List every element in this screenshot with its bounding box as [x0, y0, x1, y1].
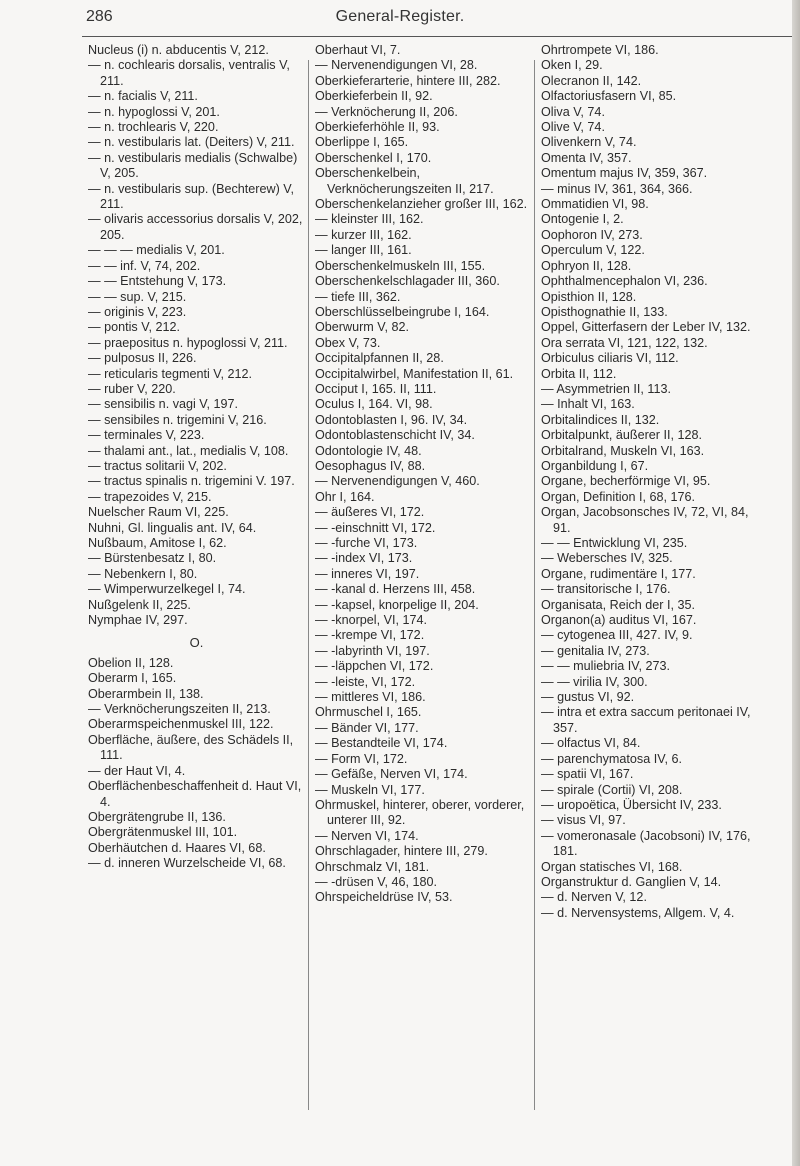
index-entry: — mittleres VI, 186. [315, 690, 426, 705]
index-entry: — uropoëtica, Übersicht IV, 233. [541, 797, 722, 812]
index-entry: — genitalia IV, 273. [541, 643, 650, 658]
index-entry: Oberfläche, äußere, des Schädels II, 111. [88, 732, 294, 763]
index-entry: — -knorpel, VI, 174. [315, 613, 427, 628]
index-entry: — -drüsen V, 46, 180. [315, 874, 438, 889]
index-entry: Oberhäutchen d. Haares VI, 68. [88, 840, 266, 855]
index-entry: — parenchymatosa IV, 6. [541, 751, 682, 766]
index-entry: Occipitalpfannen II, 28. [315, 351, 444, 366]
index-entry: Nucleus (i) n. abducentis V, 212. [88, 43, 269, 57]
index-entry: — Muskeln VI, 177. [315, 782, 425, 797]
index-entry: Ophthalmencephalon VI, 236. [541, 274, 708, 289]
index-entry: — Verknöcherungszeiten II, 213. [88, 702, 271, 717]
index-entry: — Nebenkern I, 80. [88, 566, 198, 581]
column-divider [534, 60, 535, 1110]
index-entry: — n. vestibularis lat. (Deiters) V, 211. [88, 135, 295, 150]
index-entry: Obergrätengrube II, 136. [88, 809, 226, 824]
index-entry: Organe, becherförmige VI, 95. [541, 474, 711, 489]
index-entry: — d. inneren Wurzelscheide VI, 68. [88, 856, 286, 871]
index-entry: — tractus solitarii V, 202. [88, 458, 227, 473]
index-entry: — — virilia IV, 300. [541, 674, 648, 689]
index-entry: — Bürstenbesatz I, 80. [88, 551, 217, 566]
index-entry: Nuhni, Gl. lingualis ant. IV, 64. [88, 520, 257, 535]
running-title: General-Register. [335, 8, 465, 25]
header-rule [82, 36, 794, 37]
index-entry: Nymphae IV, 297. [88, 613, 188, 628]
index-entry: — d. Nerven V, 12. [541, 890, 647, 905]
index-entry: — sensibilis n. vagi V, 197. [88, 397, 239, 412]
index-entry: — vomeronasale (Jacobsoni) IV, 176, 181. [541, 828, 751, 859]
index-entry: Oculus I, 164. VI, 98. [315, 397, 433, 412]
index-entry: — -furche VI, 173. [315, 536, 418, 550]
index-entry: Oberarm I, 165. [88, 671, 177, 686]
index-entry: — Form VI, 172. [315, 751, 408, 766]
index-entry: — -labyrinth VI, 197. [315, 643, 430, 658]
index-entry: — Nerven VI, 174. [315, 828, 419, 843]
index-entry: Orbitalrand, Muskeln VI, 163. [541, 443, 705, 458]
index-entry: Ontogenie I, 2. [541, 212, 624, 227]
index-entry: Operculum V, 122. [541, 243, 645, 258]
index-entry: — Wimperwurzelkegel I, 74. [88, 582, 246, 597]
index-entry: Omentum majus IV, 359, 367. [541, 166, 708, 181]
index-entry: Odontoblastenschicht IV, 34. [315, 428, 475, 443]
index-entry: Ohrschlagader, hintere III, 279. [315, 844, 488, 859]
index-entry: — d. Nervensystems, Allgem. V, 4. [541, 905, 735, 920]
index-entry: Ohrmuschel I, 165. [315, 705, 422, 720]
index-entry: Organ statisches VI, 168. [541, 859, 683, 874]
index-entry: — transitorische I, 176. [541, 582, 671, 597]
index-entry: — originis V, 223. [88, 304, 187, 319]
index-entry: — pontis V, 212. [88, 320, 180, 335]
index-entry: — spirale (Cortii) VI, 208. [541, 782, 683, 797]
index-entry: Omenta IV, 357. [541, 150, 632, 165]
index-entry: Orbita II, 112. [541, 366, 617, 381]
index-entry: — inneres VI, 197. [315, 566, 420, 581]
index-entry: — Nervenendigungen V, 460. [315, 474, 480, 489]
index-entry: Organon(a) auditus VI, 167. [541, 613, 697, 628]
index-entry: Obex V, 73. [315, 335, 381, 350]
index-entry: Opisthognathie II, 133. [541, 304, 668, 319]
index-entry: Oberflächenbeschaffenheit d. Haut VI, 4. [88, 779, 302, 809]
index-entry: — Inhalt VI, 163. [541, 397, 635, 412]
index-entry: Olfactoriusfasern VI, 85. [541, 89, 677, 104]
index-entry: Ohrspeicheldrüse IV, 53. [315, 890, 453, 905]
index-entry: — n. trochlearis V, 220. [88, 120, 219, 135]
index-entry: Orbitalindices II, 132. [541, 412, 660, 427]
index-column-2 [315, 43, 533, 906]
section-letter: O. [189, 635, 204, 651]
index-entry: — der Haut VI, 4. [88, 763, 186, 778]
index-entry: Olecranon II, 142. [541, 73, 642, 88]
index-entry: — tiefe III, 362. [315, 289, 401, 304]
index-entry: — kurzer III, 162. [315, 227, 412, 242]
index-entry: — trapezoides V, 215. [88, 489, 212, 504]
index-entry: — minus IV, 361, 364, 366. [541, 181, 693, 196]
index-entry: Oberschenkelanzieher großer III, 162. [315, 197, 528, 212]
index-entry: — n. facialis V, 211. [88, 89, 198, 104]
index-entry: Opisthion II, 128. [541, 289, 637, 304]
index-entry: — Nervenendigungen VI, 28. [315, 58, 478, 73]
index-column-1 [88, 43, 305, 872]
index-entry: — n. hypoglossi V, 201. [88, 104, 220, 119]
index-entry: — thalami ant., lat., medialis V, 108. [88, 443, 289, 458]
index-entry: Oberwurm V, 82. [315, 320, 410, 335]
index-entry: Oberlippe I, 165. [315, 135, 409, 150]
index-entry: — -kanal d. Herzens III, 458. [315, 582, 476, 597]
index-entry: Oesophagus IV, 88. [315, 458, 426, 473]
index-entry: Obelion II, 128. [88, 655, 174, 670]
index-entry: — -leiste, VI, 172. [315, 674, 416, 689]
index-column-3 [541, 43, 761, 921]
index-entry: — — inf. V, 74, 202. [88, 258, 201, 273]
index-entry: Oberschenkelmuskeln III, 155. [315, 258, 486, 273]
index-entry: Orbiculus ciliaris VI, 112. [541, 351, 679, 366]
index-entry: Oberschlüsselbeingrube I, 164. [315, 304, 490, 319]
index-entry: — äußeres VI, 172. [315, 505, 425, 520]
index-entry: — langer III, 161. [315, 243, 412, 258]
index-entry: — visus VI, 97. [541, 813, 626, 828]
index-entry: — terminales V, 223. [88, 428, 205, 443]
index-entry: Occipitalwirbel, Manifestation II, 61. [315, 366, 514, 381]
index-entry: Oken I, 29. [541, 58, 603, 73]
index-entry: Oberkieferarterie, hintere III, 282. [315, 73, 501, 88]
index-entry: Odontoblasten I, 96. IV, 34. [315, 412, 468, 427]
index-entry: Nuelscher Raum VI, 225. [88, 505, 229, 520]
index-entry: — -läppchen VI, 172. [315, 659, 434, 674]
index-entry: — n. cochlearis dorsalis, ventralis V, 211. [88, 58, 290, 88]
index-entry: — Verknöcherung II, 206. [315, 104, 458, 119]
index-entry: Ohrtrompete VI, 186. [541, 43, 659, 57]
index-entry: Obergrätenmuskel III, 101. [88, 825, 238, 840]
index-entry: — Webersches IV, 325. [541, 551, 673, 566]
index-entry: — -index VI, 173. [315, 551, 413, 566]
index-entry: Oberschenkelbein, Verknöcherungszeiten II, 217. [315, 166, 494, 196]
index-entry: Oliva V, 74. [541, 104, 605, 119]
index-entry: Organ, Definition I, 68, 176. [541, 489, 696, 504]
index-entry: — -krempe VI, 172. [315, 628, 425, 643]
index-entry: — — muliebria IV, 273. [541, 659, 671, 674]
index-entry: Organisata, Reich der I, 35. [541, 597, 696, 612]
index-entry: — olfactus VI, 84. [541, 736, 641, 751]
index-entry: Oberkieferhöhle II, 93. [315, 120, 440, 135]
index-entry: Odontologie IV, 48. [315, 443, 422, 458]
index-entry: — gustus VI, 92. [541, 690, 635, 705]
index-entry: Ohrschmalz VI, 181. [315, 859, 430, 874]
index-entry: Nußgelenk II, 225. [88, 597, 191, 612]
index-entry: Organstruktur d. Ganglien V, 14. [541, 874, 722, 889]
index-entry: Organe, rudimentäre I, 177. [541, 566, 696, 581]
index-entry: — Bestandteile VI, 174. [315, 736, 448, 751]
index-entry: Ora serrata VI, 121, 122, 132. [541, 335, 708, 350]
index-entry: — -kapsel, knorpelige II, 204. [315, 597, 479, 612]
index-entry: Ommatidien VI, 98. [541, 197, 649, 212]
index-entry: Olive V, 74. [541, 120, 605, 135]
index-entry: — Bänder VI, 177. [315, 720, 419, 735]
index-entry: — praepositus n. hypoglossi V, 211. [88, 335, 288, 350]
page-number: 286 [86, 8, 113, 25]
index-entry: — pulposus II, 226. [88, 351, 197, 366]
index-entry: — sensibiles n. trigemini V, 216. [88, 412, 267, 427]
index-entry: — Gefäße, Nerven VI, 174. [315, 767, 468, 782]
index-entry: — — Entstehung V, 173. [88, 274, 227, 289]
index-entry: Nußbaum, Amitose I, 62. [88, 536, 227, 550]
index-entry: — tractus spinalis n. trigemini V. 197. [88, 474, 295, 489]
index-entry: Ohrmuskel, hinterer, oberer, vorderer, unterer III, 92. [315, 797, 525, 828]
index-entry: Olivenkern V, 74. [541, 135, 637, 150]
index-entry: — -einschnitt VI, 172. [315, 520, 436, 535]
index-entry: Orbitalpunkt, äußerer II, 128. [541, 428, 703, 443]
index-entry: — n. vestibularis sup. (Bechterew) V, 211. [88, 181, 295, 212]
page-edge [792, 0, 800, 1166]
index-entry: — — sup. V, 215. [88, 289, 187, 304]
index-entry: Oppel, Gitterfasern der Leber IV, 132. [541, 320, 751, 335]
index-entry: Organbildung I, 67. [541, 458, 649, 473]
index-entry: — kleinster III, 162. [315, 212, 424, 227]
index-entry: Occiput I, 165. II, 111. [315, 381, 437, 396]
index-entry: — cytogenea III, 427. IV, 9. [541, 628, 693, 643]
index-entry: Oberschenkel I, 170. [315, 150, 432, 165]
index-entry: Oberschenkelschlagader III, 360. [315, 274, 500, 289]
index-entry: Oberhaut VI, 7. [315, 43, 401, 57]
page-header [0, 8, 800, 36]
index-entry: — n. vestibularis medialis (Schwalbe) V, 205. [88, 150, 298, 181]
index-entry: — — — medialis V, 201. [88, 243, 225, 258]
index-entry: — ruber V, 220. [88, 381, 176, 396]
index-entry: — reticularis tegmenti V, 212. [88, 366, 253, 381]
index-entry: — Asymmetrien II, 113. [541, 381, 671, 396]
index-entry: — — Entwicklung VI, 235. [541, 536, 688, 550]
index-entry: — spatii VI, 167. [541, 767, 634, 782]
index-entry: Oberarmbein II, 138. [88, 686, 204, 701]
index-entry: Organ, Jacobsonsches IV, 72, VI, 84, 91. [541, 505, 749, 535]
index-entry: Oberarmspeichenmuskel III, 122. [88, 717, 274, 732]
index-entry: Oophoron IV, 273. [541, 227, 643, 242]
index-entry: Oberkieferbein II, 92. [315, 89, 433, 104]
column-divider [308, 60, 309, 1110]
index-entry: Ohr I, 164. [315, 489, 375, 504]
index-entry: — olivaris accessorius dorsalis V, 202, 205. [88, 212, 303, 242]
index-entry: Ophryon II, 128. [541, 258, 632, 273]
index-entry: — intra et extra saccum peritonaei IV, 357. [541, 705, 751, 735]
